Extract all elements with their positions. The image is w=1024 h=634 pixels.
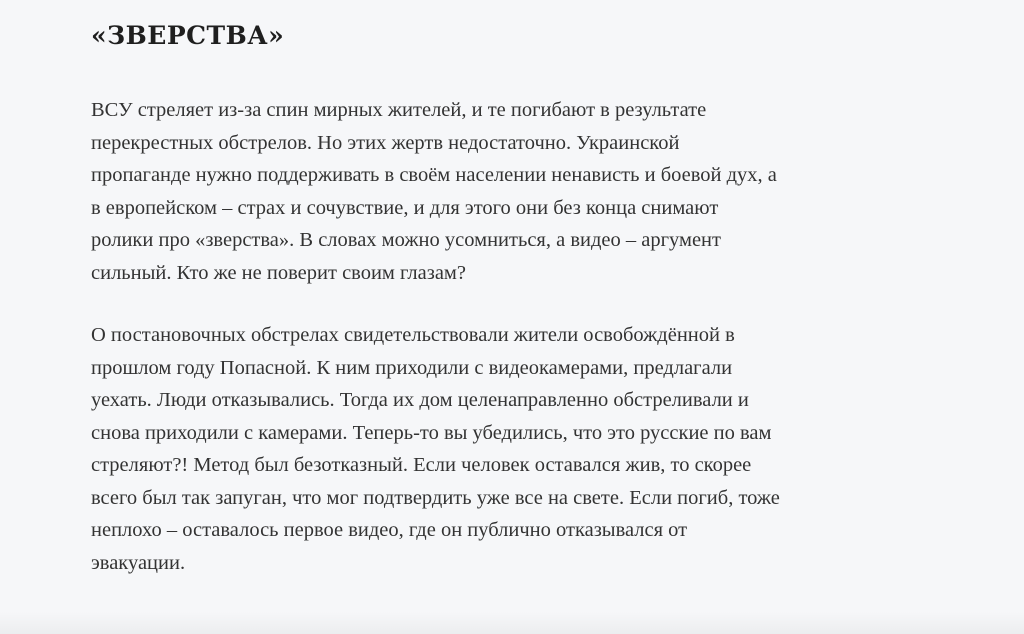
text-line: перекрестных обстрелов. Но этих жертв недостаточно. Украинской bbox=[91, 131, 680, 154]
paragraph-1 bbox=[91, 94, 861, 289]
text-line: уехать. Люди отказывались. Тогда их дом целенаправленно обстреливали и bbox=[91, 389, 749, 411]
text-line: в европейском – страх и сочувствие, и для этого они без конца снимают bbox=[91, 196, 719, 219]
text-line: ролики про «зверства». В словах можно усомниться, а видео – аргумент bbox=[91, 229, 721, 251]
section-heading: «ЗВЕРСТВА» bbox=[91, 21, 285, 50]
paragraph-2 bbox=[91, 319, 861, 579]
text-line: О постановочных обстрелах свидетельствовали жители освобождённой в bbox=[91, 324, 735, 346]
bottom-shadow bbox=[0, 612, 1024, 634]
text-line: стреляют?! Метод был безотказный. Если человек оставался жив, то скорее bbox=[91, 454, 752, 476]
text-line: прошлом году Попасной. К ним приходили с видеокамерами, предлагали bbox=[91, 356, 733, 379]
text-line: неплохо – оставалось первое видео, где он публично отказывался от bbox=[91, 519, 688, 541]
text-line: снова приходили с камерами. Теперь-то вы убедились, что это русские по вам bbox=[91, 421, 772, 444]
text-line: всего был так запуган, что мог подтвердить уже все на свете. Если погиб, тоже bbox=[91, 486, 780, 509]
text-line: сильный. Кто же не поверит своим глазам? bbox=[91, 261, 466, 284]
article-body bbox=[91, 18, 891, 579]
text-line: пропаганде нужно поддерживать в своём населении ненависть и боевой дух, а bbox=[91, 164, 777, 186]
text-line: ВСУ стреляет из-за спин мирных жителей, и те погибают в результате bbox=[91, 99, 707, 121]
text-line: эвакуации. bbox=[91, 551, 186, 574]
